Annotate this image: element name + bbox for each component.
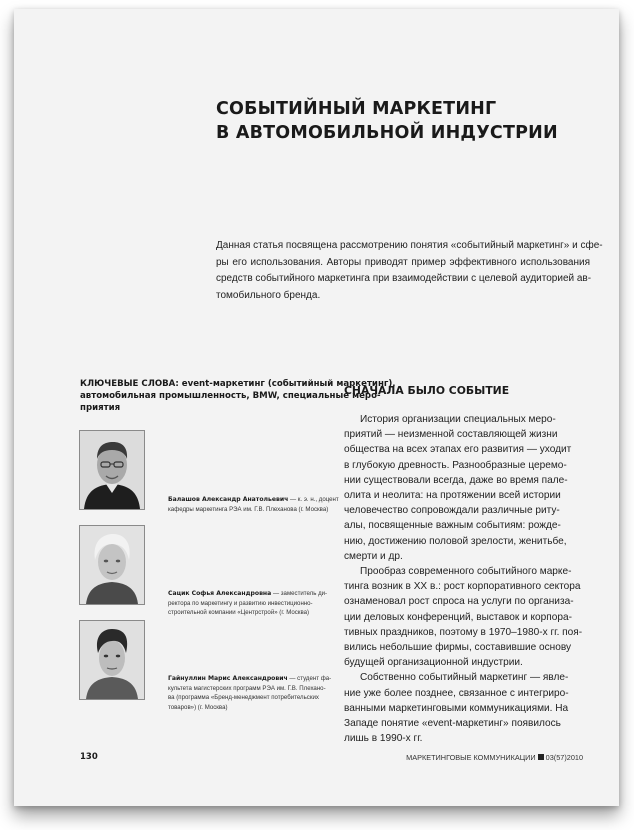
abstract-line: томобильного бренда. bbox=[216, 289, 321, 301]
abstract-line: Данная статья посвящена рассмотрению понятия «событийный маркетинг» и сфе- bbox=[216, 240, 603, 251]
body-line: олита и неолита: на протяжении всей истории bbox=[344, 490, 561, 502]
body-line: ние уже более позднее, связанное с интегриро- bbox=[344, 687, 569, 699]
author-bio-line: кафедры маркетинга РЭА им. Г.В. Плеханова (г. Москва) bbox=[168, 505, 329, 513]
author-bio-line: — студент фа- bbox=[289, 675, 332, 682]
author-bio-line: ва (программа «Бренд-менеджмент потребительских bbox=[168, 694, 319, 702]
author-photo-balashov bbox=[79, 430, 145, 510]
body-line: Западе понятие «event-маркетинг» появилось bbox=[344, 718, 561, 730]
body-line: ванными маркетинговыми коммуникациями. На bbox=[344, 702, 569, 714]
body-line: вились небольшие фирмы, составившие основу bbox=[344, 642, 572, 654]
author-bio-line: товаров») (г. Москва) bbox=[168, 703, 228, 711]
author-name: Балашов Александр Анатольевич bbox=[168, 496, 289, 503]
keywords-line: автомобильная промышленность, BMW, специальные меро- bbox=[80, 391, 381, 402]
author-bio-line: — к. э. н., доцент bbox=[289, 496, 339, 503]
article-abstract bbox=[216, 238, 603, 304]
article-title-line-1: СОБЫТИЙНЫЙ МАРКЕТИНГ bbox=[216, 99, 497, 119]
article-body bbox=[344, 412, 590, 746]
journal-issue: 03(57)2010 bbox=[545, 753, 583, 762]
magazine-page bbox=[14, 9, 619, 806]
keywords-line: приятия bbox=[80, 403, 121, 414]
body-line: нии существовали всегда, даже во время пале- bbox=[344, 474, 568, 486]
body-line: приятий — неизменной составляющей жизни bbox=[344, 429, 558, 441]
author-bio-satsik bbox=[168, 589, 328, 618]
journal-footer bbox=[406, 753, 583, 762]
square-separator-icon bbox=[538, 754, 544, 760]
author-bio-gainullin bbox=[168, 674, 332, 712]
article-title-line-2: В АВТОМОБИЛЬНОЙ ИНДУСТРИИ bbox=[216, 123, 558, 143]
journal-name: МАРКЕТИНГОВЫЕ КОММУНИКАЦИИ bbox=[406, 753, 536, 762]
author-name: Сацик Софья Александровна bbox=[168, 590, 272, 597]
page-number: 130 bbox=[80, 752, 98, 762]
body-line: тинга возник в ХХ в.: рост корпоративного сектора bbox=[344, 581, 581, 593]
section-heading: СНАЧАЛА БЫЛО СОБЫТИЕ bbox=[344, 384, 510, 397]
abstract-line: ры его использования. Авторы приводят пример эффективного использования bbox=[216, 256, 590, 268]
body-line: алы, посвященные важным событиям: рожде- bbox=[344, 520, 561, 532]
body-line: общества на всех этапах его развития — уходит bbox=[344, 444, 572, 456]
keywords-line: КЛЮЧЕВЫЕ СЛОВА: event-маркетинг (событийный маркетинг), bbox=[80, 379, 396, 389]
author-bio-line: — заместитель ди- bbox=[272, 590, 328, 597]
body-line: человечество сопровождали различные риту- bbox=[344, 505, 560, 517]
author-bio-line: культета магистерских программ РЭА им. Г.В. Плехано- bbox=[168, 684, 326, 692]
body-line: смерти и др. bbox=[344, 550, 403, 562]
body-line: Прообраз современного событийного марке- bbox=[360, 566, 572, 578]
author-bio-balashov bbox=[168, 495, 339, 514]
abstract-line: средств событийного маркетинга при взаимодействии с целевой аудиторией ав- bbox=[216, 273, 592, 285]
body-line: в глубокую древность. Разнообразные церемо- bbox=[344, 459, 567, 471]
author-bio-line: строительной компании «Центрстрой» (г. Москва) bbox=[168, 609, 310, 617]
article-title bbox=[216, 97, 616, 145]
author-bio-line: ректора по маркетингу и развитию инвестиционно- bbox=[168, 599, 313, 607]
author-photo-gainullin bbox=[79, 620, 145, 700]
body-line: История организации специальных меро- bbox=[360, 414, 556, 425]
author-name: Гайнуллин Марис Александрович bbox=[168, 675, 288, 682]
body-line: будущей организационной индустрии. bbox=[344, 657, 523, 669]
author-photo-satsik bbox=[79, 525, 145, 605]
body-line: Собственно событийный маркетинг — явле- bbox=[360, 672, 569, 684]
body-line: ции деловых конференций, выставок и корпора- bbox=[344, 611, 572, 623]
body-line: лишь в 1990-х гг. bbox=[344, 733, 423, 745]
body-line: тивных праздников, поэтому в 1970–1980-х гг. поя- bbox=[344, 626, 583, 638]
body-line: нию, достижению половой зрелости, женитьбе, bbox=[344, 535, 567, 547]
keywords bbox=[80, 378, 396, 415]
body-line: ознаменовал рост спроса на услуги по организа- bbox=[344, 596, 574, 608]
